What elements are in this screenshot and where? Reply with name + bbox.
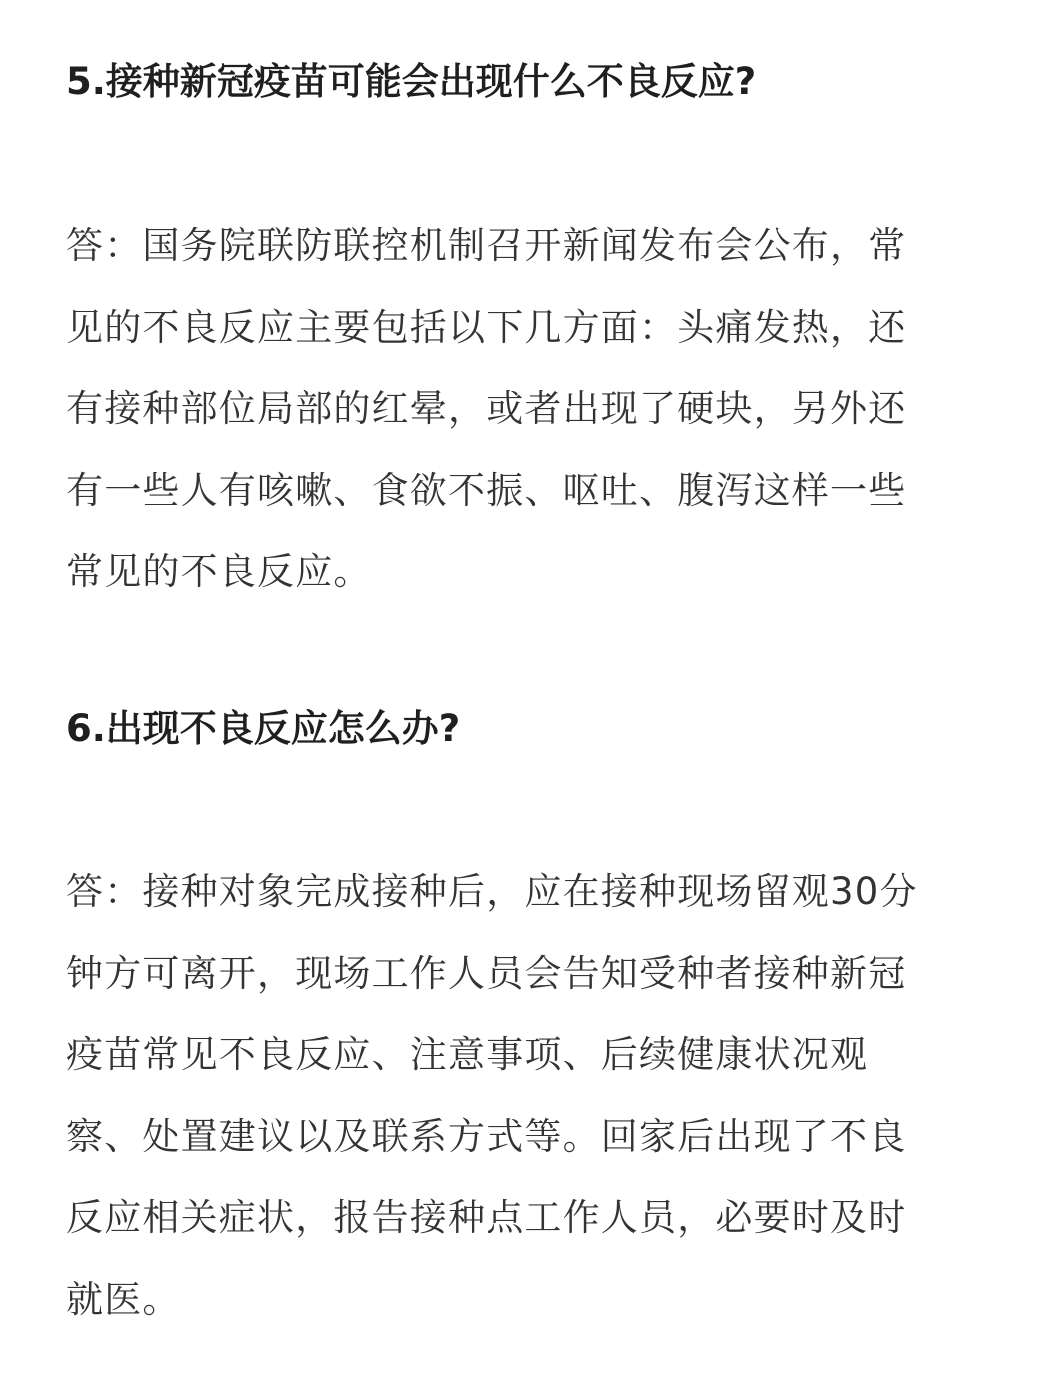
answer-5-line: 答：国务院联防联控机制召开新闻发布会公布，常 bbox=[66, 224, 907, 267]
answer-6-line: 察、处置建议以及联系方式等。回家后出现了不良 bbox=[66, 1114, 907, 1158]
question-6-title: 6.出现不良反应怎么办? bbox=[66, 707, 461, 750]
answer-5-line: 见的不良反应主要包括以下几方面：头痛发热，还 bbox=[66, 305, 907, 349]
answer-6-line: 钟方可离开，现场工作人员会告知受种者接种新冠 bbox=[66, 951, 907, 995]
answer-5-line: 常见的不良反应。 bbox=[66, 550, 372, 593]
answer-5-line: 有接种部位局部的红晕，或者出现了硬块，另外还 bbox=[66, 387, 907, 430]
answer-6-line: 反应相关症状，报告接种点工作人员，必要时及时 bbox=[66, 1196, 907, 1239]
question-5-title: 5.接种新冠疫苗可能会出现什么不良反应? bbox=[66, 60, 757, 103]
answer-5-line: 有一些人有咳嗽、食欲不振、呕吐、腹泻这样一些 bbox=[66, 468, 907, 512]
answer-5-paragraph bbox=[66, 205, 1016, 613]
answer-6-line: 疫苗常见不良反应、注意事项、后续健康状况观 bbox=[66, 1033, 869, 1076]
answer-6-paragraph bbox=[66, 851, 1016, 1340]
answer-6-line: 就医。 bbox=[66, 1277, 181, 1321]
answer-6-line: 答：接种对象完成接种后，应在接种现场留观30分 bbox=[66, 870, 918, 913]
